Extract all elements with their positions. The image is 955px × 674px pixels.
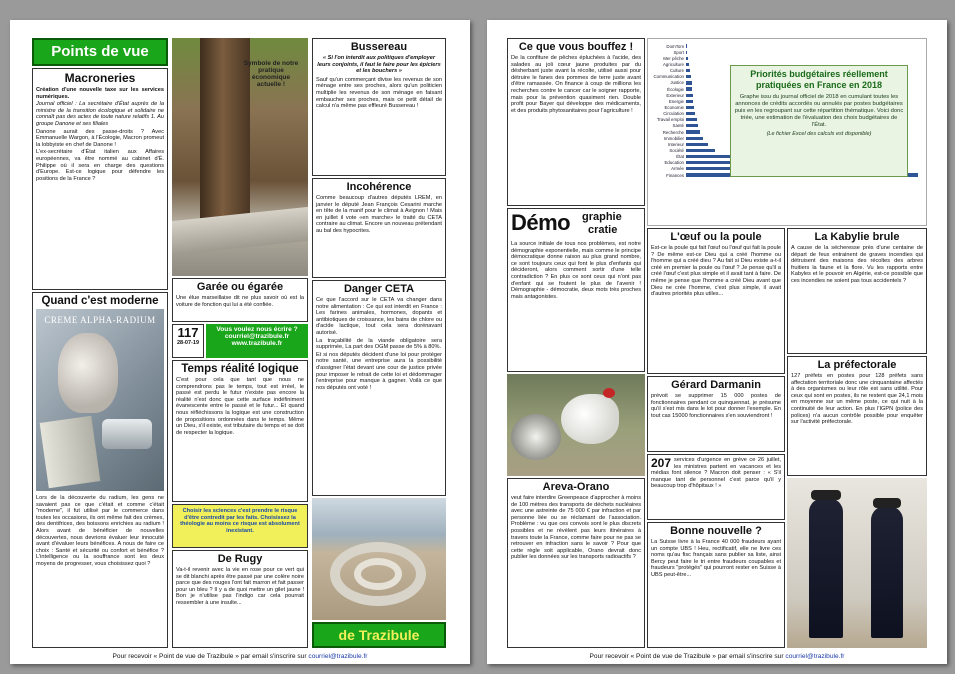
left-footer-text: Pour recevoir « Point de vue de Trazibule » par email s'inscrire sur — [112, 653, 307, 660]
chart-category-label: Santé — [672, 123, 684, 129]
macroneries-article — [32, 68, 168, 290]
darmanin-article — [647, 376, 785, 452]
kabylie-article — [787, 228, 927, 354]
urgences-article — [647, 454, 785, 520]
chart-info-title: Priorités budgétaires réellement pratiquées en France en 2018 — [750, 69, 888, 90]
creme-title: Quand c'est moderne — [41, 295, 159, 307]
darmanin-body: prévoit se supprimer 15 000 postes de fonctionnaires pendant ce quinquennat, je présume qu'il s'est mis dans le lot pour donner l'exemple. En tout cas 15000 fonctionnaires s'en souviendront ! — [651, 393, 781, 419]
prefect-figure-1 — [809, 498, 843, 638]
derugy-title: De Rugy — [217, 553, 263, 565]
right-footer-text: Pour recevoir « Point de vue de Trazibule » par email s'inscrire sur — [589, 653, 784, 660]
chart-bar — [686, 94, 693, 97]
cream-tube — [40, 416, 101, 489]
garee-title: Garée ou égarée — [196, 281, 284, 293]
right-page — [487, 20, 947, 664]
creme-article — [32, 292, 168, 648]
chart-bar — [686, 75, 691, 78]
macroneries-body-1: Journal officiel : La secrétaire d'État auprès de la ministre de la transition écologique et solidaire ne connaît pas des actes de toute nature relatifs 1. Au groupe Danone et ses filiales — [36, 101, 164, 127]
oeuf-title: L'œuf ou la poule — [670, 231, 762, 243]
prefectorale-title: La préfectorale — [817, 359, 897, 371]
chart-bar — [686, 63, 689, 66]
stone-circle-photo — [312, 498, 446, 620]
ceta-body-2: La traçabilité de la viande obligatoire sera supprimée, La part des OGM passe de 5% à 80%. — [316, 337, 442, 351]
urgences-number: 207 — [651, 456, 672, 470]
chart-bar — [686, 137, 703, 140]
garee-article — [172, 278, 308, 322]
incoherence-body: Comme beaucoup d'autres députés LREM, en janvier le député Jean François Cesarini marche en tête de la manif pour le climat à Avignon ! Mais en juillet il vote «en marche» le traité du CETA contraire au climat. Encore un nouveau prétendant au bal des hypocrites. — [316, 195, 442, 234]
chart-category-label: Armée — [671, 166, 684, 172]
areva-article — [507, 478, 645, 648]
cream-jar — [102, 419, 152, 449]
ceta-body-1: Ce que l'accord sur le CETA va changer dans notre alimentation : Ce qui est interdit en France : Les farines animales, hormones, dopants et antibiotiques de croissance, les bains de chlore ou d'acide lactique, tout cela sera dorénavant autorisé. — [316, 297, 442, 336]
chart-category-label: Écologie — [667, 86, 684, 92]
prefect-hat-2 — [873, 498, 901, 508]
bonne-article — [647, 522, 785, 648]
issue-box — [172, 324, 308, 358]
kabylie-body: A cause de la sécheresse près d'une centaine de départ de feux entrainent de graves incendies qui détruisent des maisons des récoltes des arbres fruitiers la faune et la flore. Vu les rapports entre Kabyles et le pouvoir en Algérie, est-ce possible que ces incendies ne soient pas tous accidentels ? — [791, 245, 923, 284]
demo-logo-top: graphie — [582, 211, 622, 223]
left-page — [10, 20, 470, 664]
areva-body: veut faire interdire Greenpeace d'approcher à moins de 100 mètres des transports de déchets nucléaires avec une astreinte de 75 000 € par infraction et par personne liée ou se réclamant de l'association. Problème : vu que ces convois sont le plus discrets possibles et ne révèlent pas leurs itinéraires à travers toute la France, comme faire pour ne pas se retrouver en infraction sans le savoir ? Pour que cette règle soit applicable, Orano devrait donc publier les données sur les transports radioactifs ? — [511, 495, 641, 561]
garee-body: Une élue marseillaise dit ne plus savoir où est la voiture de fonction qui lui a été confiée. — [176, 295, 304, 308]
bonne-body: La Suisse livre à la France 40 000 fraudeurs ayant un compte UBS ! Heu, rectificatif, elle ne livre ces noms qu'au fisc français sans publier sa liste, ainsi Bercy peut faire le tri entre fraudeurs coupables et fraudeurs "protégés" qui pourront rester en Suisse à UBS peut-être... — [651, 539, 781, 578]
chart-category-label: Education — [664, 160, 684, 166]
macroneries-intro: Création d'une nouvelle taxe sur les services numériques. — [36, 87, 164, 100]
chart-category-label: Economie — [664, 104, 684, 110]
bussereau-article — [312, 38, 446, 176]
derugy-body: Va-t-il revenir avec la vie en rose pour ce vert qui se dit blanchi après être passé par une colère noire parce que des rouges l'ont fait marron et fait passer pour un bleu ? Il y a de quoi mettre un gilet jaune ! Bon je n'utilise pas l'indigo car cela pourrait ressembler à une insulte... — [176, 567, 304, 606]
chart-bar — [686, 87, 692, 90]
incoherence-article — [312, 178, 446, 278]
points-de-vue-banner: Points de vue — [32, 38, 168, 66]
contact-box — [206, 324, 308, 358]
creme-poster-image — [36, 309, 164, 491]
chicken-white — [561, 394, 619, 444]
chart-category-label: Immobilier — [663, 135, 684, 141]
chart-category-label: Recherche — [662, 129, 684, 135]
demo-logo-bottom: cratie — [588, 224, 618, 236]
bouffez-article — [507, 38, 645, 206]
incoherence-title: Incohérence — [346, 181, 412, 193]
chickens-photo — [507, 374, 645, 476]
stone-ring-inner — [354, 558, 402, 590]
oeuf-body: Est-ce la poule qui fait l'œuf ou l'œuf qui fait la poule ? De même est-ce Dieu qui a créé l'homme ou l'homme qui a créé dieu ? Au fait si Dieu existe a-t-il créé en premier la poule ou l'œuf ? Je pense qu'il a créé l'œuf c'est plus simple et il avait tant à faire. De même je pense que l'homme a créé Dieu avant que Dieu ne crée l'homme, c'est plus simple, il avait d'autres priorités plus utiles... — [651, 245, 781, 298]
chart-bar — [686, 51, 687, 54]
sciences-box — [172, 504, 308, 548]
contact-site-link[interactable]: www.trazibule.fr — [231, 340, 283, 347]
macroneries-title: Macroneries — [64, 71, 136, 85]
chart-category-label: Sport — [673, 49, 684, 55]
chicken-dark — [511, 414, 561, 460]
demo-article — [507, 208, 645, 372]
chart-bar — [686, 81, 692, 84]
left-footer — [10, 653, 470, 660]
chart-category-label: Energie — [668, 98, 684, 104]
chart-category-label: Agriculture — [663, 61, 684, 67]
issue-number: 117 — [177, 325, 199, 340]
chart-category-label: Circulation — [663, 111, 684, 117]
ceta-title: Danger CETA — [343, 283, 415, 295]
prefects-photo — [787, 478, 927, 648]
chart-category-label: Justice — [670, 80, 684, 86]
chart-info-note: (Le fichier Excel des calculs est disponible) — [766, 131, 872, 137]
chart-bar — [686, 130, 700, 133]
curb-stone — [172, 207, 308, 255]
sciences-text: Choisir les sciences c'est prendre le risque d'être contredit par les faits. Choisissez la théologie au moins ce risque est absolument inexistant. — [180, 508, 300, 534]
woman-portrait — [58, 333, 118, 413]
chart-bar — [686, 44, 687, 47]
kabylie-title: La Kabylie brule — [814, 231, 900, 243]
creme-poster-text: CREME ALPHA-RADIUM — [44, 315, 156, 325]
chart-bar — [686, 100, 693, 103]
left-footer-email-link[interactable]: courriel@trazibule.fr — [308, 653, 368, 660]
chart-bar — [686, 149, 715, 152]
bouffez-body: De la confiture de pêches épluchées à l'acide, des salades au joli cœur jaune produites par du désherbant juste avant la récolte, utilisé aussi pour détruire le fanes des pommes de terre juste avant d'être ramassée. On finance à coup de millions les recherches contre le cancer car le soigner rapporte, mais pour la prévention quasiment rien. Double profit pour Bayer qui développe des médicaments, et des produits phytosanitaires pour l'agriculture ! — [511, 55, 641, 114]
temps-article — [172, 360, 308, 502]
creme-body: Lors de la découverte du radium, les gens ne savaient pas ce que c'était et comme c'était "moderne", il fut utilisé par le commerce dans toutes les occasions, ils ont même fait des crèmes, des dentifrices, des boissons enrichies au radium ! Alors avant de bénéficier de nouvelles découvertes, nous devrions évaluer leur innocuité avant d'évaluer leurs bénéfices. A nous de faire ce choix : Santé et sécurité ou confort et bénéfice ? L'intelligence ou la souffrance sont les deux moyens de progresser, vous choisissez quoi ? — [36, 495, 164, 567]
macroneries-body-3: L'ex-secrétaire d'État italien aux Affaires européennes, va être nommé au cabinet d'É. Philippe où il sera en charge des questions d'Europe. Est-ce logique pour défendre les positions de la France ? — [36, 149, 164, 182]
chart-category-label: Travail emploi — [656, 117, 684, 123]
issue-date: 28-07-19 — [176, 340, 200, 346]
urgences-body: services d'urgence en grève ce 26 juillet, les ministres partent en vacances et les médias font silence ? Macron doit penser : « S'il manque tant de personnel c'est parce qu'il y beaucoup trop d'hôpitaux ! » — [651, 457, 781, 490]
chart-category-label: Finances — [666, 172, 684, 178]
prefectorale-article — [787, 356, 927, 476]
issue-number-box — [172, 324, 204, 358]
chart-bar — [686, 143, 708, 146]
budget-chart-area — [647, 38, 927, 226]
chart-bar — [686, 118, 697, 121]
demo-logo-main: Démo — [511, 210, 571, 235]
oeuf-article — [647, 228, 785, 374]
chart-category-label: DomTom — [666, 43, 684, 49]
chart-category-label: Société — [669, 147, 684, 153]
temps-body: C'est pour cela que tant que nous ne comprendrons pas le temps, tout est irréel, le passé est perdu le futur n'existe pas encore la réalité n'est donc que cette surface indéfiniment évanescente entre le passé et le futur... Et quand nous réfléchissons la logique est une construction de propositions ordonnées dans le temps. Même un Dieu, s'il existe, est tributaire du temps et se doit de respecter la logique. — [176, 377, 304, 436]
bussereau-title: Bussereau — [350, 41, 408, 53]
ceta-body-3: Et si nos députés décident d'une loi pour protéger notre santé, une entreprise aura la possibilité d'assigner l'état devant une cour de justice privée pour imposer le retrait de cette loi et dédommager l'entreprise pour manque à gagner. Voilà ce que nos députés ont voté ! — [316, 351, 442, 391]
prefect-hat-1 — [811, 490, 841, 500]
demo-logo — [508, 209, 644, 239]
chart-category-label: Mer pêche — [663, 55, 684, 61]
contact-prompt: Vous voulez nous écrire ? — [216, 326, 298, 333]
chart-category-label: État — [676, 154, 684, 160]
prefectorale-body: 127 préfets en postes pour 128 préfets sans affectation territoriale donc une cinquantaine affectés à des organismes ou leur rôle est sans utilité. Pour ceux qui sont en postes, ils ne restent que 24,1 mois en moyenne sur un même poste, ce qui nuit à la continuité de leur action. En plus l'IGPN (police des polices) n'a aucun contrôle possible pour enquêter sur l'activité préfectorale. — [791, 373, 923, 426]
macroneries-body-2: Danone aurait des passe-droits ? Avec Emmanuelle Wargon, à l'Écologie, Macron promeut la lobbyiste en chef de Danone ! — [36, 128, 164, 148]
chart-bar — [686, 57, 688, 60]
contact-email-link[interactable]: courriel@trazibule.fr — [224, 333, 290, 340]
bouffez-title: Ce que vous bouffez ! — [518, 41, 634, 53]
tree-photo — [172, 38, 308, 276]
ceta-article — [312, 280, 446, 496]
chart-bar — [686, 155, 734, 158]
bussereau-quote: « Si l'on interdit aux politiques d'employer leurs conjoints, il faut le faire pour les épiciers et les bouchers » — [317, 55, 441, 75]
bonne-title: Bonne nouvelle ? — [670, 525, 762, 537]
chart-bar — [686, 124, 698, 127]
darmanin-title: Gérard Darmanin — [671, 379, 761, 391]
chart-category-label: Culture — [669, 68, 684, 74]
chart-category-label: Communication — [653, 74, 684, 80]
chart-bar — [686, 112, 695, 115]
chart-category-label: Exterieur — [666, 92, 684, 98]
temps-title: Temps réalité logique — [181, 363, 299, 375]
chart-info-box — [730, 65, 908, 177]
right-footer — [487, 653, 947, 660]
trazibule-banner: de Trazibule — [312, 622, 446, 648]
chart-bar — [686, 69, 690, 72]
chart-category-label: Interieur — [667, 141, 684, 147]
chart-info-body: Graphe issu du journal officiel de 2018 en cumulant toutes les annonces de crédits accordés ou annulés par postes budgétaires puis en les regroupant sur cette répartition thématique. Voici donc triée, une estimation de l'évaluation des choix budgétaires de l'État. — [734, 94, 904, 128]
prefect-figure-2 — [871, 506, 903, 638]
chart-bar — [686, 106, 694, 109]
derugy-article — [172, 550, 308, 648]
tree-photo-caption: Symbole de notre pratique économique actuelle ! — [243, 60, 299, 88]
areva-title: Areva-Orano — [542, 481, 610, 493]
right-footer-email-link[interactable]: courriel@trazibule.fr — [785, 653, 845, 660]
demo-body: La source initiale de tous nos problèmes, est notre démographie exponentielle, mais comme le principe démocratique donne raison au plus grand nombre, ce sont toujours ceux qui font le plus d'enfants qui décideront, alors comment sortir d'une telle contradiction ? En plus ce sont ceux qui n'ont pas d'enfant qui se foutent le plus de l'avenir ! Démographie - démocratie, deux mots très proches mais antagonistes. — [511, 241, 641, 300]
chicken-comb — [603, 388, 615, 398]
bussereau-body: Sauf qu'un commerçant divise les revenus de son ménage entre ses proches, alors qu'un politicien multiplie les revenus de son ménage en faisant embaucher ses proches, mais ce petit détail de calcul n'a même pas effleuré Bussereau ! — [316, 76, 442, 110]
